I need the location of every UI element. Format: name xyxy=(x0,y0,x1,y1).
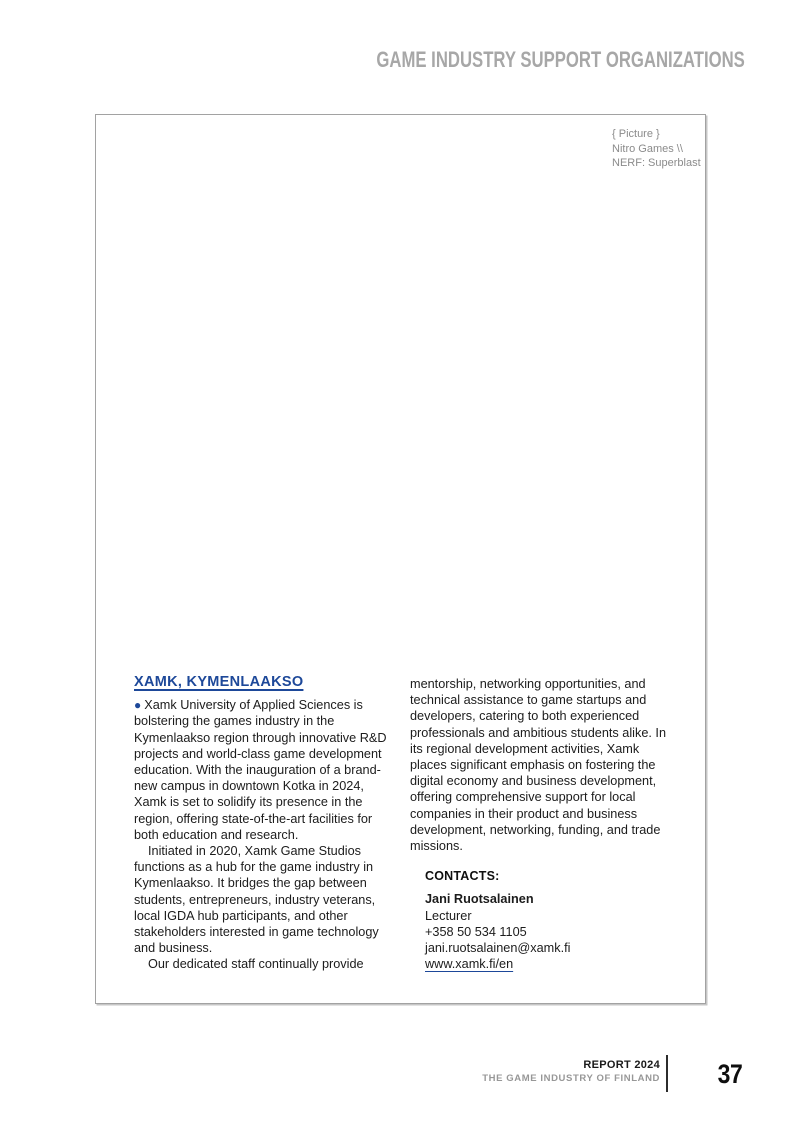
article-column-left xyxy=(134,674,393,973)
contacts-label: CONTACTS: xyxy=(425,869,500,884)
contact-email: jani.ruotsalainen@xamk.fi xyxy=(425,941,571,956)
contacts-block xyxy=(425,868,669,972)
contact-job-title: Lecturer xyxy=(425,908,472,923)
bullet-icon: ● xyxy=(134,698,142,713)
page-header-title: GAME INDUSTRY SUPPORT ORGANIZATIONS xyxy=(376,47,745,72)
article-paragraph xyxy=(134,697,393,843)
footer xyxy=(482,1059,660,1084)
article-paragraph: Our dedicated staff continually provide xyxy=(148,957,364,972)
article-column-right xyxy=(410,676,669,972)
picture-caption-credit: Nitro Games \\ xyxy=(612,142,683,155)
article-heading: XAMK, KYMENLAAKSO xyxy=(134,674,304,690)
picture-caption-game: NERF: Superblast xyxy=(612,157,701,169)
contact-person-name: Jani Ruotsalainen xyxy=(425,892,534,907)
article-paragraph-text: Xamk University of Applied Sciences is bolstering the games industry in the Kymenlaakso region through innovative R&D projects and world-class game development education. With the inauguration of a brand-new campus in downtown Kotka in 2024, Xamk is set to solidify its presence in the region, offering state-of-the-art facilities for both education and research. xyxy=(134,698,387,842)
footer-divider xyxy=(666,1055,668,1092)
footer-publication-title: THE GAME INDUSTRY OF FINLAND xyxy=(482,1073,660,1084)
article-paragraph: Initiated in 2020, Xamk Game Studios functions as a hub for the game industry in Kymenlaakso. It bridges the gap between students, entrepreneurs, industry veterans, local IGDA hub participants, and other stakeholders interested in game technology and business. xyxy=(134,844,379,956)
page-number: 37 xyxy=(717,1059,743,1089)
picture-caption-tag: { Picture } xyxy=(612,128,660,140)
footer-report-title: REPORT 2024 xyxy=(583,1059,660,1071)
contact-phone: +358 50 534 1105 xyxy=(425,924,527,939)
contact-website-link[interactable]: www.xamk.fi/en xyxy=(425,957,514,972)
picture-caption xyxy=(612,127,701,171)
article-paragraph: mentorship, networking opportunities, and technical assistance to game startups and developers, catering to both experienced professionals and ambitious students alike. In its regional development activities, Xamk places significant emphasis on fostering the digital economy and business development, offering comprehensive support for local companies in their product and business development, networking, funding, and trade missions. xyxy=(410,677,667,854)
